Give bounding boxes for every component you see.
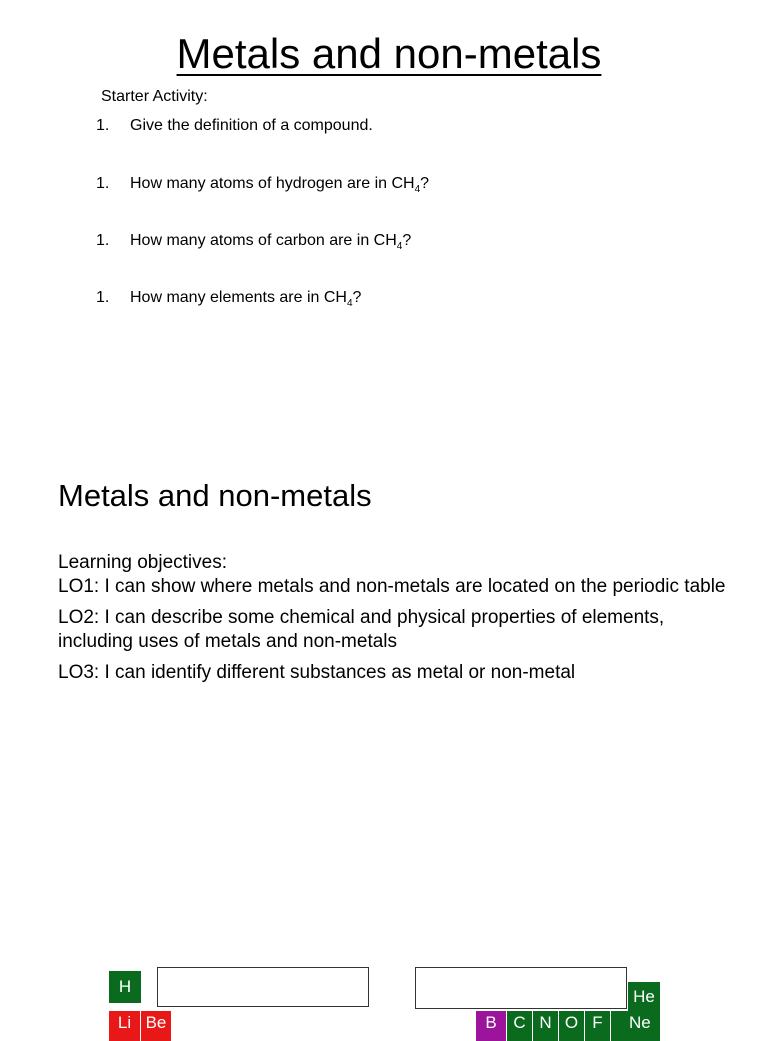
element-fluorine: F [584,1011,610,1041]
question-number: 1. [96,289,110,306]
chemical-formula: CH [391,175,415,192]
question-text: How many elements are in [130,289,324,306]
formula-subscript: 4 [396,241,403,252]
question-end: ? [420,175,430,192]
element-boron: B [476,1011,506,1041]
objectives-heading: Learning objectives: [58,552,227,573]
label-box-right [415,967,627,1009]
section-title: Metals and non-metals [58,478,372,513]
question-4 [96,289,361,309]
element-hydrogen: H [109,971,141,1003]
question-1 [96,117,373,135]
element-beryllium: Be [140,1011,171,1041]
question-3 [96,232,411,252]
question-number: 1. [96,175,110,192]
element-nitrogen: N [532,1011,558,1041]
formula-subscript: 4 [414,184,421,195]
learning-objectives [58,551,738,692]
question-end: ? [352,289,362,306]
formula-subscript: 4 [346,298,353,309]
label-box-left [157,967,369,1007]
question-end: ? [402,232,412,249]
starter-activity-label: Starter Activity: [101,88,208,105]
question-text: Give the definition of a compound. [130,117,373,134]
chemical-formula: CH [323,289,347,306]
element-helium: He [628,982,660,1012]
element-neon: Ne [610,1011,660,1041]
element-lithium: Li [109,1011,140,1041]
question-text: How many atoms of hydrogen are in [130,175,392,192]
question-2 [96,175,429,195]
objective-lo3: LO3: I can identify different substances as metal or non-metal [58,662,576,683]
question-number: 1. [96,117,110,134]
element-carbon: C [506,1011,532,1041]
question-number: 1. [96,232,110,249]
slide-title: Metals and non-metals [176,30,602,77]
objective-lo2: LO2: I can describe some chemical and physical properties of elements, including uses of metals and non-metals [58,607,665,652]
question-text: How many atoms of carbon are in [130,232,374,249]
objective-lo1: LO1: I can show where metals and non-metals are located on the periodic table [58,576,726,597]
chemical-formula: CH [373,232,397,249]
element-oxygen: O [558,1011,584,1041]
